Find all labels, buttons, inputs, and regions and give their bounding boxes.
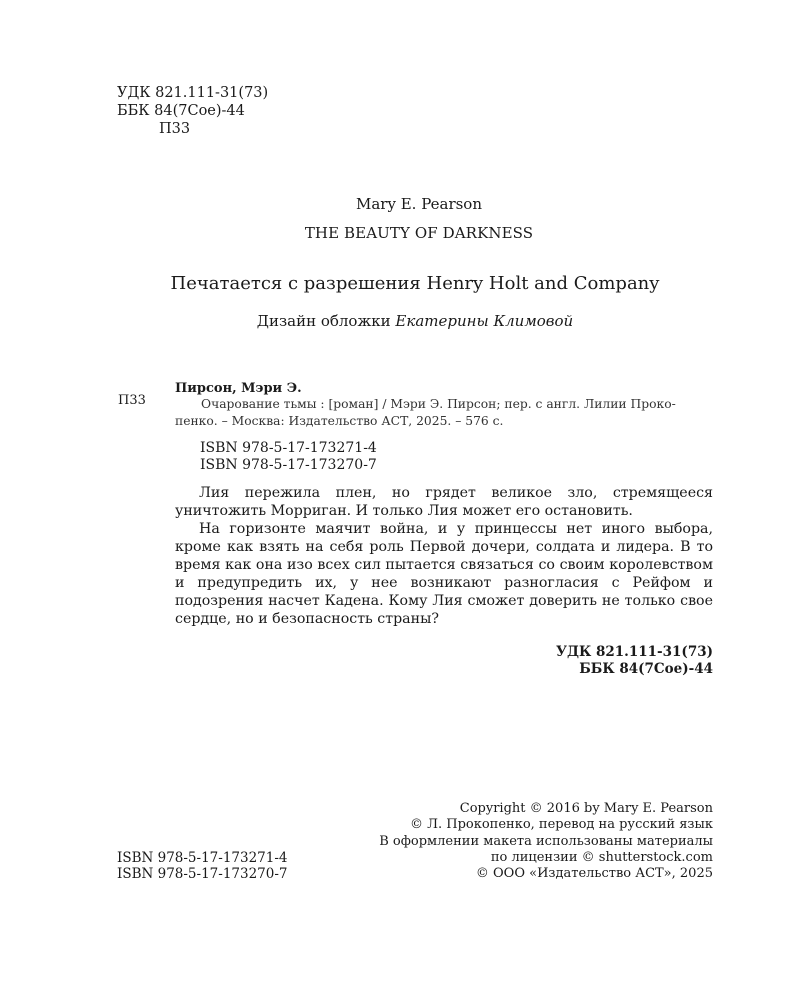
udk-code-right: УДК 821.111-31(73) [556,644,713,660]
udk-code: УДК 821.111-31(73) [117,85,269,101]
isbn-1: ISBN 978-5-17-173271-4 [200,440,377,456]
copyright-line-2: © Л. Прокопенко, перевод на русский язык [409,817,713,833]
copyright-line-4: по лицензии © shutterstock.com [490,849,713,865]
isbn-list-middle [200,440,377,474]
isbn-2: ISBN 978-5-17-173270-7 [200,457,377,473]
copyright-line-3: В оформлении макета использованы материалы [379,833,713,849]
catalog-author: Пирсон, Мэри Э. [175,381,302,396]
cover-design-prefix: Дизайн обложки [256,312,391,330]
copyright-line-5: © ООО «Издательство АСТ», 2025 [475,866,713,882]
classification-codes-right [556,644,713,678]
catalog-description-line1: Очарование тьмы : [роман] / Мэри Э. Пирсон; пер. с англ. Лилии Проко- [201,397,676,411]
original-author: Mary E. Pearson [356,195,482,213]
annotation [175,484,713,628]
copyright-block [379,801,713,882]
catalog-description [175,396,713,430]
author-mark: П33 [159,121,191,137]
original-title: THE BEAUTY OF DARKNESS [304,224,534,242]
isbn-bottom-1: ISBN 978-5-17-173271-4 [117,850,288,866]
annotation-paragraph-1: Лия пережила плен, но грядет великое зло, стремящееся уничтожить Морриган. И только Лия может его остановить. [175,485,713,519]
classification-codes-top [117,84,268,138]
bbk-code-right: ББК 84(7Сое)-44 [579,661,713,677]
cover-design-credit [0,312,800,330]
bbk-code: ББК 84(7Сое)-44 [117,103,245,119]
cover-designer-name: Екатерины Климовой [395,312,574,330]
isbn-list-bottom [117,850,288,883]
catalog-description-line2: пенко. – Москва: Издательство АСТ, 2025. – 576 с. [175,414,504,428]
isbn-bottom-2: ISBN 978-5-17-173270-7 [117,866,288,883]
permission-notice: Печатается с разрешения Henry Holt and Company [170,273,660,294]
annotation-paragraph-2: На горизонте маячит война, и у принцессы нет иного выбора, кроме как взять на себя роль Первой дочери, солдата и лидера. В то время как она изо всех сил пытается связаться со своим королевством и предупредить их, у нее возникают разногласия с Рейфом и подозрения насчет Кадена. Кому Лия сможет доверить не только свое сердце, но и безопасность страны? [175,521,713,627]
copyright-line-1: Copyright © 2016 by Mary E. Pearson [459,801,713,816]
catalog-code: П33 [118,393,146,408]
